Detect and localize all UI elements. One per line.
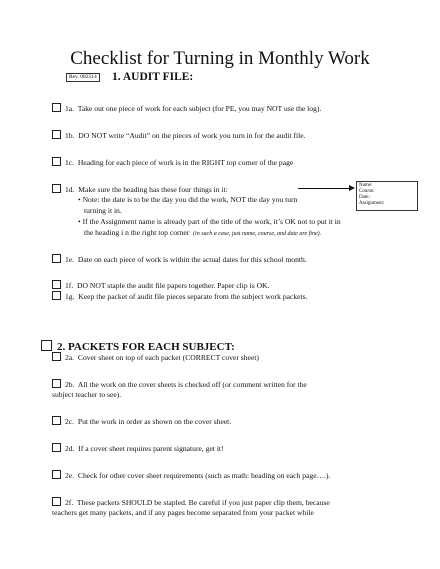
checklist-item-2c [52,416,231,427]
item-text: If a cover sheet requires parent signature, get it! [78,444,224,453]
checklist-item-2a [52,352,259,363]
arrow-line [298,188,353,189]
checklist-item-1g [52,291,308,302]
item-text: Keep the packet of audit file pieces separate from the subject work packets. [78,292,308,301]
checkbox[interactable] [52,416,61,425]
checklist-item-2e [52,470,330,481]
item-text: DO NOT write “Audit” on the pieces of work you turn in for the audit file. [78,131,306,140]
checkbox[interactable] [41,340,52,351]
checkbox[interactable] [52,443,61,452]
item-text: These packets SHOULD be stapled. Be careful if you just paper clip them, because [76,498,330,507]
heading-field-assignment: Assignment: [359,201,385,206]
checkbox[interactable] [52,103,61,112]
bullet-text: Note: the date is to be the day you did the work, NOT the day you turn [82,195,298,204]
item-label: 1b. [65,131,75,140]
checkbox[interactable] [52,130,61,139]
bullet-icon: • [78,217,81,226]
item-text: Heading for each piece of work is in the RIGHT top corner of the page [77,158,294,167]
item-text: Take out one piece of work for each subject (for PE, you may NOT use the log). [77,104,322,113]
italic-note: (in such a case, just name, course, and date are fine). [193,231,322,237]
item-text: Make sure the heading has these four things in it: [78,185,228,194]
checklist-item-1e [52,254,307,265]
checklist-item-1b [52,130,306,141]
checkbox[interactable] [52,352,61,361]
bullet-note-assignment [78,217,341,227]
checkbox[interactable] [52,470,61,479]
item-text: Cover sheet on top of each packet (CORRECT cover sheet) [77,353,259,362]
heading-example-box [356,181,418,211]
item-label: 1d. [65,185,75,194]
heading-field-date: Date: [359,195,370,200]
checkbox[interactable] [52,379,61,388]
bullet-text: If the Assignment name is already part of the title of the work, it’s OK not to put it in [82,217,341,226]
checklist-item-1f [52,280,269,291]
item-text: DO NOT staple the audit file papers together. Paper clip is OK. [77,281,270,290]
bullet-icon: • [78,195,81,204]
item-label: 2d. [65,444,75,453]
section-heading-audit-file: 1. AUDIT FILE: [112,71,194,83]
checkbox[interactable] [52,184,61,193]
bullet-note-assignment-cont [84,228,321,239]
item-text: Put the work in order as shown on the cover sheet. [77,417,232,426]
checklist-item-1c [52,157,293,168]
item-text: Date on each piece of work is within the actual dates for this school month. [77,255,307,264]
bullet-text: the heading i n the right top corner [84,228,190,237]
checklist-item-1d [52,184,228,195]
checklist-item-2b-cont: subject teacher to see). [52,390,122,399]
item-text: Check for other cover sheet requirements (such as math: heading on each page….). [77,471,331,480]
bullet-note-date-cont: turning it in. [84,206,122,215]
item-label: 1g. [65,292,75,301]
arrow-head-icon [349,185,355,191]
item-text: All the work on the cover sheets is checked off (or comment written for the [77,380,307,389]
checklist-item-2f [52,497,330,508]
item-label: 1e. [65,255,75,264]
checkbox[interactable] [52,280,61,289]
page-title: Checklist for Turning in Monthly Work [70,48,370,69]
item-label: 1a. [65,104,75,113]
item-label: 2e. [65,471,75,480]
checkbox[interactable] [52,497,61,506]
checkbox[interactable] [52,157,61,166]
checklist-item-2b [52,379,307,390]
item-label: 2f. [65,498,74,507]
checklist-item-2d [52,443,224,454]
heading-field-course: Course: [359,189,375,194]
item-label: 2b. [65,380,75,389]
checklist-item-2f-cont: teachers get many packets, and if any pages become separated from your packet while [52,508,314,517]
checklist-item-1a [52,103,321,114]
section-heading-text: 2. PACKETS FOR EACH SUBJECT: [57,341,235,353]
item-label: 2a. [65,353,75,362]
item-label: 2c. [65,417,75,426]
item-label: 1c. [65,158,75,167]
bullet-note-date [78,195,297,205]
heading-field-name: Name: [359,183,373,188]
checkbox[interactable] [52,254,61,263]
checkbox[interactable] [52,291,61,300]
revision-label: Rev. 082514 [66,73,100,82]
item-label: 1f. [65,281,74,290]
